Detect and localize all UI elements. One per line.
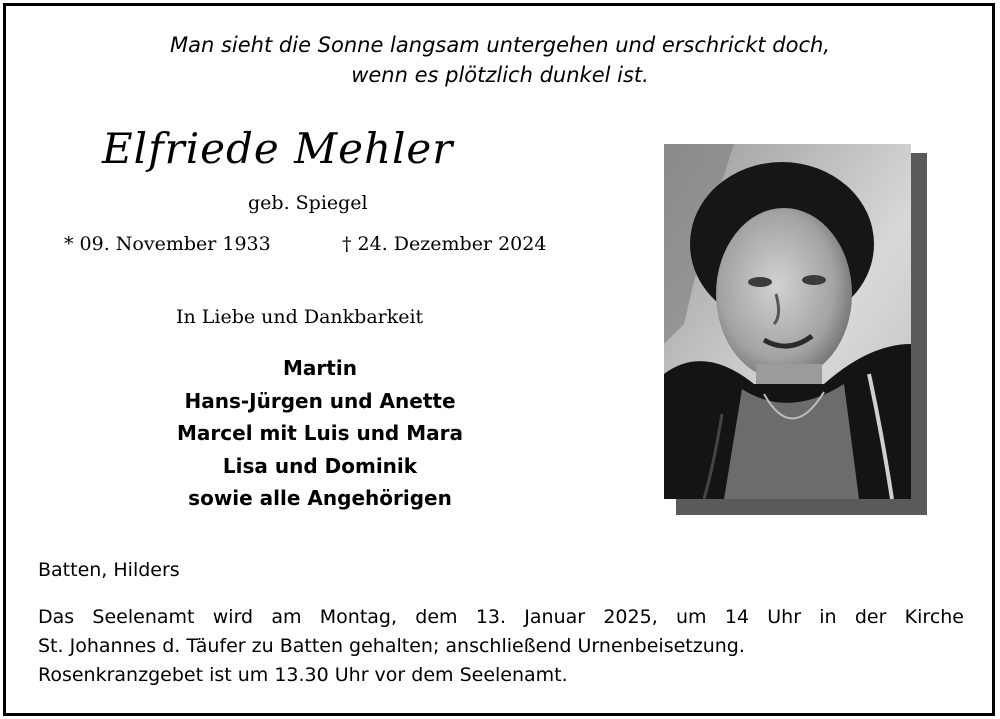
- family-list: [150, 352, 490, 515]
- family-member: Martin: [283, 356, 357, 380]
- portrait-image: [664, 144, 911, 499]
- place: Batten, Hilders: [38, 559, 180, 581]
- service-line-3: Rosenkranzgebet ist um 13.30 Uhr vor dem Seelenamt.: [38, 664, 568, 686]
- dedication: In Liebe und Dankbarkeit: [176, 306, 424, 328]
- family-member: Lisa und Dominik: [222, 453, 418, 478]
- service-line-1: Das Seelenamt wird am Montag, dem 13. Januar 2025, um 14 Uhr in der Kirche: [38, 606, 964, 628]
- service-line-2: St. Johannes d. Täufer zu Batten gehalten; anschließend Urnenbeisetzung.: [38, 635, 745, 657]
- family-member: Hans-Jürgen und Anette: [184, 388, 456, 413]
- death-date: † 24. Dezember 2024: [342, 233, 547, 255]
- family-member: Marcel mit Luis und Mara: [177, 421, 463, 445]
- birth-date: * 09. November 1933: [64, 233, 271, 255]
- portrait-photo: [664, 144, 911, 499]
- maiden-name: geb. Spiegel: [248, 192, 368, 214]
- family-member: sowie alle Angehörigen: [188, 486, 452, 510]
- motto-line-2: wenn es plötzlich dunkel ist.: [351, 63, 649, 87]
- motto-line-1: Man sieht die Sonne langsam untergehen und erschrickt doch,: [170, 33, 830, 57]
- deceased-name: Elfriede Mehler: [102, 124, 454, 173]
